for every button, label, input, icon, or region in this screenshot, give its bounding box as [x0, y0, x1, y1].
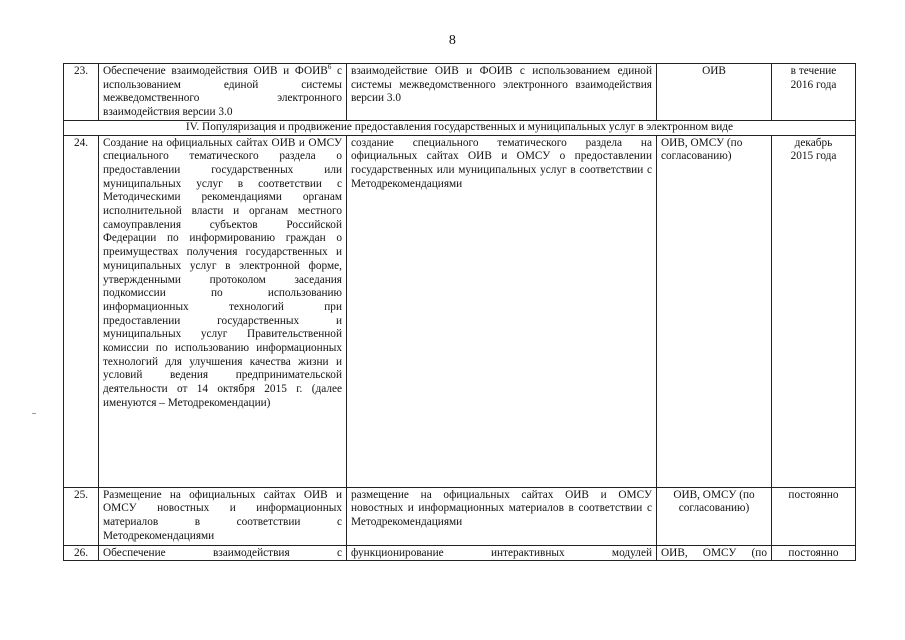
row-number: 26. [64, 545, 99, 561]
page-number: 8 [448, 33, 457, 48]
plan-table [63, 63, 856, 561]
result-text: функционирование интерактивных модулей [351, 546, 652, 559]
activity-text-cont: с использованием единой системы межведомственного электронного взаимодействия версии 3.0 [103, 65, 342, 119]
activity-text: Обеспечение взаимодействия с [103, 546, 342, 559]
table-row [64, 135, 856, 487]
responsible-cell: ОИВ [657, 64, 772, 121]
row-number: 24. [64, 135, 99, 487]
term-cell: постоянно [772, 545, 856, 561]
term-cell: декабрь 2015 года [772, 135, 856, 487]
table-row [64, 545, 856, 561]
table-row [64, 487, 856, 545]
result-cell: взаимодействие ОИВ и ФОИВ с использованием единой системы межведомственного электронного взаимодействия версии 3.0 [347, 64, 657, 121]
responsible-cell [657, 545, 772, 561]
activity-cell [99, 64, 347, 121]
row-number: 25. [64, 487, 99, 545]
section-header-row [64, 120, 856, 135]
table-row [64, 64, 856, 121]
responsible-cell: ОИВ, ОМСУ (по согласованию) [657, 487, 772, 545]
footnote-ref: 6 [327, 63, 332, 72]
activity-cell [99, 545, 347, 561]
term-cell: в течение 2016 года [772, 64, 856, 121]
row-number: 23. [64, 64, 99, 121]
result-cell: создание специального тематического раздела на официальных сайтах ОИВ и ОМСУ о предоставлении государственных или муниципальных услуг в соответствии с Методрекомендациями [347, 135, 657, 487]
result-cell: размещение на официальных сайтах ОИВ и ОМСУ новостных и информационных материалов в соответствии с Методрекомендациями [347, 487, 657, 545]
activity-cell: Размещение на официальных сайтах ОИВ и ОМСУ новостных и информационных материалов в соответствии с Методрекомендациями [99, 487, 347, 545]
term-cell: постоянно [772, 487, 856, 545]
result-cell [347, 545, 657, 561]
responsible-cell: ОИВ, ОМСУ (по согласованию) [657, 135, 772, 487]
activity-cell: Создание на официальных сайтах ОИВ и ОМСУ специального тематического раздела о предоставлении государственных или муниципальных услуг в соответствии с Методическими рекомендациями органам исполнительной власти и органам местного самоуправления субъектов Российской Федерации по информированию граждан о преимуществах получения государственных и муниципальных услуг в электронной форме, утвержденными протоколом заседания подкомиссии по использованию информационных технологий при предоставлении государственных и муниципальных услуг Правительственной комиссии по использованию информационных технологий для улучшения качества жизни и условий ведения предпринимательской деятельности от 14 октября 2015 г. (далее именуются – Методрекомендации) [99, 135, 347, 487]
section-title: IV. Популяризация и продвижение предоставления государственных и муниципальных услуг в электронном виде [64, 120, 856, 135]
activity-text: Обеспечение взаимодействия ОИВ и ФОИВ [103, 65, 328, 77]
responsible-text: ОИВ, ОМСУ (по [661, 546, 767, 559]
margin-mark [32, 413, 36, 414]
